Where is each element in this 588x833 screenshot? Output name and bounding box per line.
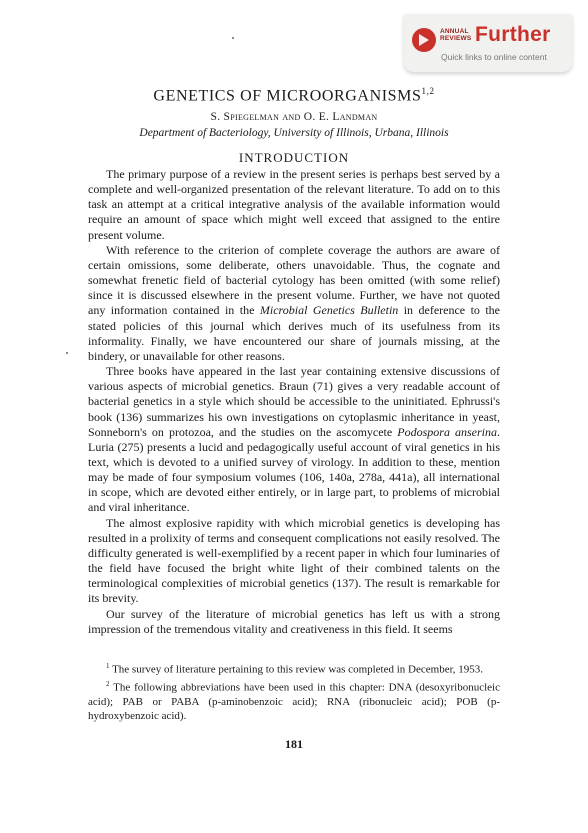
footnote-mark: 2 — [106, 679, 110, 688]
further-logo-icon — [412, 28, 436, 52]
badge-brand-line1: ANNUAL — [440, 28, 469, 35]
badge-title: Further — [475, 23, 551, 46]
paragraph-text: Three books have appeared in the last year containing extensive discussions of various aspects of microbial genetics. Braun (71) gives a very readable account of bacterial genetics in a style which should be accessible to the uninitiated. Ephrussi's book (136) summarizes his own investigations on cytoplasmic inheritance in yeast, Sonneborn's on protozoa, and the studies on the ascomycete — [88, 364, 500, 439]
paragraph — [88, 607, 500, 637]
paragraph-text: With reference to the criterion of complete coverage the authors are aware of certain omissions, some deliberate, others unavoidable. Thus, the cognate and somewhat frenetic field of bacterial cytology has been omitted (with some relief) since it is discussed elsewhere in the present volume. Further, we have not quoted any information contained in the — [88, 242, 500, 318]
annual-reviews-further-badge[interactable] — [404, 14, 572, 72]
footnotes — [88, 659, 500, 724]
article-authors: S. Spiegelman and O. E. Landman — [210, 111, 378, 123]
species-name: Podospora anserina — [397, 424, 498, 439]
paragraph-text: in deference to the stated policies of this journal which derives much of its usefulness from its informality. Finally, we have encountered our share of journals missing, at the bindery, or unavailable for other reasons. — [88, 303, 501, 363]
paragraph — [88, 364, 500, 516]
paragraph-text: The primary purpose of a review in the present series is perhaps best served by a complete and well-organized presentation of the relevant literature. To add on to this task an attempt at a critical integrative analysis of the available information would require an amount of space which might well exceed that assigned to the entire present volume. — [88, 167, 500, 242]
article-title — [0, 86, 588, 105]
article-title-text: GENETICS OF MICROORGANISMS — [153, 87, 422, 105]
section-heading: INTRODUCTION — [238, 150, 350, 165]
paragraph — [88, 243, 500, 364]
footnote-text: The survey of literature pertaining to this review was completed in December, 1953. — [112, 663, 484, 676]
journal-name: Microbial Genetics Bulletin — [259, 303, 399, 318]
footnote — [88, 677, 500, 724]
title-footnote-marks[interactable]: 1,2 — [421, 86, 435, 96]
author-affiliation: Department of Bacteriology, University of Illinois, Urbana, Illinois — [139, 127, 449, 139]
badge-brand-line2: REVIEWS — [440, 35, 472, 42]
paragraph — [88, 167, 500, 243]
footnote-text: The following abbreviations have been used in this chapter: DNA (desoxyribonucleic acid); PAB or PABA (p-aminobenzoic acid); RNA (ribonucleic acid); POB (p-hydroxybenzoic acid). — [88, 681, 500, 723]
scan-speck — [232, 37, 234, 39]
footnote-mark: 1 — [106, 662, 110, 670]
footnote — [88, 659, 500, 677]
badge-subtitle: Quick links to online content — [441, 52, 547, 62]
article-body — [88, 167, 500, 637]
badge-brand — [440, 28, 471, 42]
paragraph — [88, 516, 500, 607]
paragraph-text: The almost explosive rapidity with which microbial genetics is developing has resulted in a prolixity of terms and consequent complications not easily resolved. The difficulty generated is well-exemplified by a recent paper in which four luminaries of the field have focused the bright white light of their combined talents on the terminological complexities of microbial genetics (137). The result is remarkable for its brevity. — [88, 515, 500, 606]
paragraph-text: Our survey of the literature of microbial genetics has left us with a strong impression of the tremendous vitality and creativeness in this field. It seems — [88, 606, 500, 636]
page-number: 181 — [285, 737, 303, 751]
paragraph-text: . Luria (275) presents a lucid and pedagogically useful account of viral genetics in his text, which is devoted to a unified survey of virology. In addition to these, mention may be made of four symposium volumes (106, 140a, 278a, 441a), all international in scope, which are devoted either entirely, or in large part, to problems of microbial and viral inheritance. — [88, 424, 501, 515]
scan-speck — [66, 352, 68, 354]
